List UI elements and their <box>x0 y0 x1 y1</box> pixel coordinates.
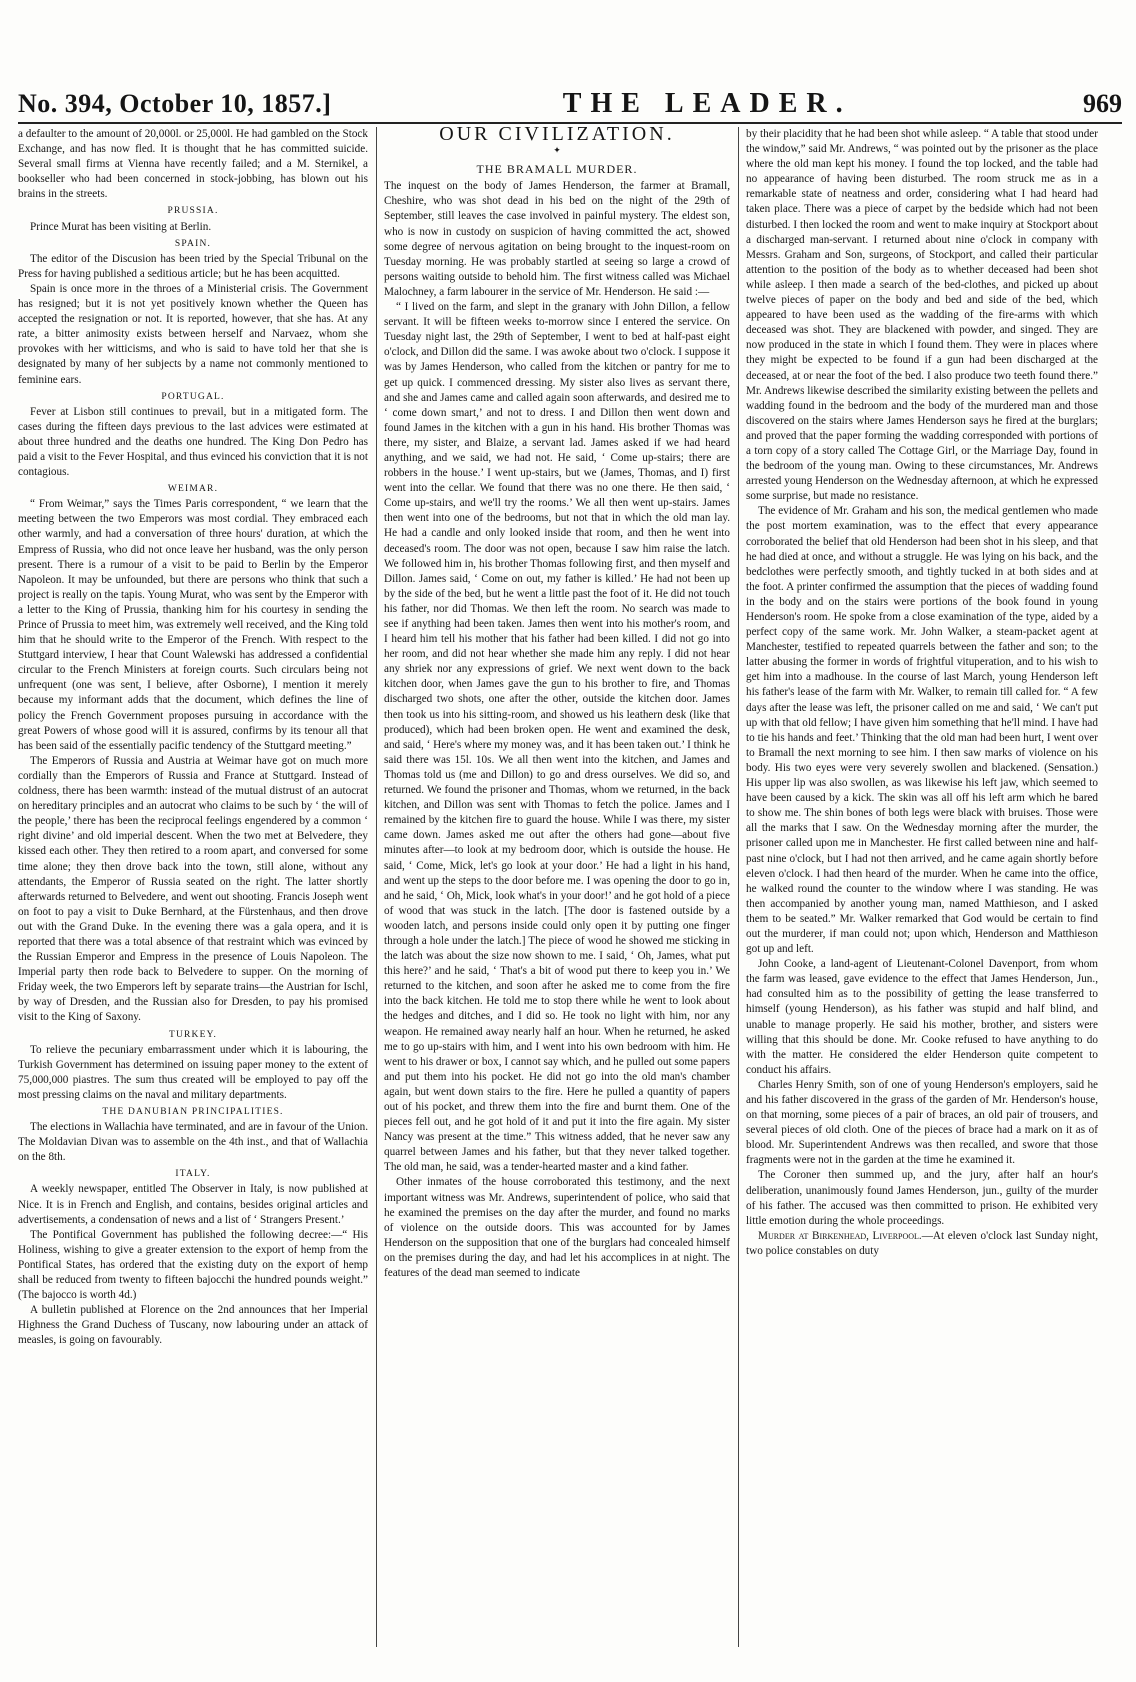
column-our-civilization <box>384 127 730 1682</box>
paragraph: Charles Henry Smith, son of one of young Henderson's employers, said he and his father discovered in the grass of the garden of Mr. Henderson's house, on that morning, some pieces of a pair of braces, an old pair of trousers, and several pieces of old cloth. One of the pieces of brace had a mark on it as of blood. Mr. Superintendent Andrews was then recalled, and swore that those fragments were not in the garden at the time he examined it. <box>746 1078 1098 1167</box>
column-continued <box>746 127 1098 1682</box>
column-divider <box>376 127 377 1647</box>
paragraph-text: —At eleven o'clock last Sunday night, two police constables on duty <box>746 1229 1098 1257</box>
paragraph: by their placidity that he had been shot while asleep. “ A table that stood under the window,” said Mr. Andrews, “ was pointed out by the prisoner as the place where the old man kept his money. I found the top locked, and the table had no appearance of having been disturbed. The room struck me as in a remarkable state of neatness and order, considering what I had heard had taken place. There was a piece of carpet by the bedside which had not been disturbed. I then locked the room and went to make inquiry at Stockport about a discharged man-servant. I returned about nine o'clock in company with Messrs. Graham and Son, surgeons, of Stockport, and called their particular attention to the position of the body as to whether deceased had been shot while asleep. I then made a search of the bed-clothes, and picked up about twelve pieces of paper on the body and bed and side of the bed, which appeared to have been used as the wadding of the fire-arms with which deceased was shot. They are blackened with powder, and singed. They are now produced in the state in which I found them. They were in places where they might be expected to be found if a gun had been discharged at the deceased, at or near the foot of the bed. I also produce two teeth found there.” Mr. Andrews likewise described the similarity existing between the pellets and wadding found in the bedroom and the body of the murdered man and those discovered on the stairs where James Henderson says he fired at the burglars; and proved that the paper forming the wadding corresponded with portions of a torn copy of a story called The Cottage Girl, or the Marriage Day, found in the bedroom of the young man. Owing to these circumstances, Mr. Andrews arrested young Henderson on the Wednesday afternoon, at which he expressed some surprise, but made no resistance. <box>746 128 1098 503</box>
section-heading: PORTUGAL. <box>161 391 225 402</box>
column-foreign-news <box>18 127 368 1682</box>
paragraph: The Emperors of Russia and Austria at Weimar have got on much more cordially than the Emperors of Russia and France at Stuttgard. Instead of coldness, there has been warmth: instead of the mutual distrust of an autocrat on hereditary principles and an autocrat who claims to be such by ‘ the will of the people,’ there has been the reciprocal feelings engendered by a common ‘ right divine’ and old imperial descent. When the two met at Belvedere, they kissed each other. They then retired to a room apart, and conversed for some time alone; they then drove back into the town, still alone, without any attendants, the Emperor of Russia seated on the right. The latter shortly afterwards returned to Belvedere, and went out shooting. Francis Joseph went on foot to pay a visit to Duke Bernhard, at the Fürstenhaus, and then drove out with the Grand Duke. In the evening there was a gala opera, and it is reported that there was a total absence of that restraint which was evinced by the Russian Emperor and Empress in the presence of Louis Napoleon. The Imperial party then rode back to Belvedere to supper. On the morning of Friday week, the two Emperors left by separate trains—the Austrian for Ischl, by way of Dresden, and the Russian also for Dresden, to pay his promised visit to the King of Saxony. <box>18 754 368 1024</box>
paragraph: The Pontifical Government has published the following decree:—“ His Holiness, wishing to give a greater extension to the export of hemp from the Pontifical States, has ordered that the existing duty on the export of hemp shall be reduced from twenty to fifteen bajocchi the hundred pounds weight.” (The bajocco is worth 4d.) <box>18 1228 368 1302</box>
paragraph: “ I lived on the farm, and slept in the granary with John Dillon, a fellow servant. It will be fifteen weeks to-morrow since I entered the service. On Tuesday night last, the 29th of September, I went to bed at half-past eight o'clock, and Dillon did the same. I was awoke about two o'clock. I suppose it was by James Henderson, who called from the kitchen or pantry for me to get up quick. I commenced dressing. My sister also lives as servant there, and she and James came and called again soon afterwards, and desired me to ‘ come down smart,’ and not to dress. I and Dillon then went down and found James in the kitchen with a gun in his hand. His brother Thomas was there, my sister, and Blaize, a servant lad. James asked if we had heard anything, and we said, we had not. He said, ‘ Come up-stairs; there are robbers in the house.’ I went up-stairs, but we (James, Thomas, and I) first went into the cellar. We found that there was no one there. He then said, ‘ Come up-stairs, and we'll try the rooms.’ We all then went up-stairs. James then went into one of the bedrooms, but not that in which the old man lay. He had a candle and only looked inside that room, and then he went into deceased's room. The door was not open, because I saw him raise the latch. We followed him in, his brother Thomas following first, and then myself and Dillon. James said, ‘ Come on out, my father is killed.’ He had not been up by the side of the bed, but he went a little past the foot of it. He did not touch his father, nor did Thomas. We then left the room. No search was made to see if anything had been taken. James then went into his mother's room, and I heard him tell his mother that his father had been killed. I did not go into her room, and did not hear whether she made him any reply. I did not hear any shriek nor any expressions of grief. We next went down to the back kitchen door, when James gave the gun to his brother to fire, and Thomas discharged two shots, one after the other, outside the kitchen door. James then took us into his sitting-room, and showed us his leathern desk (like that produced), which had been broken open. He went and examined the desk, and said, ‘ Here's where my money was, and it has been taken out.’ I think he said there was 15l. 10s. We all then went into the kitchen, and James and Thomas told us (me and Dillon) to go and dress ourselves. We did so, and returned. We found the prisoner and Thomas, whom we returned, in the back kitchen, and Dillon was sent with Thomas to fetch the police. James and I remained by the kitchen fire to guard the house. While I was there, my sister came down. James asked me out after the others had gone—about five minutes after—to look at my bedroom door, which is outside the house. He said, ‘ Come, Mick, let's go look at your door.’ He had a light in his hand, and went up the steps to the door before me. I was opening the door to go in, and he said, ‘ Oh, Mick, look what's in your door!’ and he got hold of a piece of wood that was stuck in the latch. [The door is fastened outside by a wooden latch, and persons inside could only open it by putting one finger through a hole under the latch.] The piece of wood he showed me sticking in the latch was about the size now shown to me. I said, ‘ Oh, James, what put this here?’ and he said, ‘ That's a bit of wood put there to keep you in.’ We returned to the kitchen, and soon after he asked me to come from the fire into the back kitchen. He told me to stop there while he went to look about the hedges and ditches, and I did so. He took no light with him, nor any weapon. He remained away nearly half an hour. When he returned, he asked me to go up-stairs with him, and I went into his own bedroom with him. He went to his drawer or box, I cannot say which, and he pulled out some papers and put them into his pocket. He did not go into the old man's chamber again, but went down stairs to the fire. Here he pulled a quantity of papers out of his pocket, and threw them into the fire and burnt them. One of the pieces fell out, and he got hold of it and put it into the fire again. My sister Nancy was present at the time.” This witness added, that he never saw any quarrel between James and his father, but that they never talked together. The old man, he said, was a tender-hearted master and a kind father. <box>384 301 730 1174</box>
article-heading: THE BRAMALL MURDER. <box>476 162 638 177</box>
column-divider <box>738 127 739 1647</box>
paragraph: The evidence of Mr. Graham and his son, the medical gentlemen who made the post mortem examination, was to the effect that every appearance corroborated the belief that old Henderson had been shot in his sleep, and that he had died at once, and without a struggle. He was lying on his back, and the bedclothes were perfectly smooth, and tightly tucked in at both sides and at the foot. A printer confirmed the assumption that the pieces of wadding found in the body and on the stairs were portions of the book found in young Henderson's room. He spoke from a close examination of the type, aided by a perfect copy of the same work. Mr. John Walker, a steam-packet agent at Manchester, testified to repeated quarrels between the father and son; to the latter abusing the former in words of frightful vituperation, and to his wish to get him into a madhouse. In the course of last March, young Henderson left his father's lease of the farm with Mr. Walker, to remain till called for. “ A few days after the lease was left, the prisoner called on me and said, ‘ We can't put up with that old fellow; I have given him something that he'll mind. I have had to tie his hands and feet.’ Thinking that the old man had been hurt, I went over to Bramall the next morning to see him. I then saw marks of violence on his body. His two eyes were very severely swollen and blackened. (Sensation.) His upper lip was also swollen, as was likewise his left jaw, which seemed to have been caused by a kick. The skin was all off his left arm which he bared to show me. The shin bones of both legs were black with bruises. Those were all the marks that I saw. On the Wednesday morning after the murder, the prisoner called upon me in Manchester. He first called between nine and half-past nine o'clock, but I had not then arrived, and he came again shortly before eleven o'clock. I had then heard of the murder. When he came into the office, he walked round the counter to the window where I was standing. He was then accompanied by another young man, named Matthieson, and I asked them to be seated.” Mr. Walker remarked that God would be certain to find out the murderer, if man could not; upon which, Henderson and Matthieson got up and left. <box>746 505 1098 956</box>
article-lead: Murder at Birkenhead, Liverpool. <box>758 1229 922 1242</box>
paragraph: Other inmates of the house corroborated this testimony, and the next important witness was Mr. Andrews, superintendent of police, who said that he examined the premises on the day after the murder, and found no marks of violence on the outside doors. This was accounted for by James Henderson on the supposition that one of the burglars had concealed himself on the premises during the day, and had let his accomplices in at night. The features of the dead man seemed to indicate <box>384 1176 730 1280</box>
section-title: OUR CIVILIZATION. <box>439 127 675 145</box>
paragraph: The Coroner then summed up, and the jury, after half an hour's deliberation, unanimously found James Henderson, jun., guilty of the murder of his father. The accused was then committed to prison. He exhibited very little emotion during the whole proceedings. <box>746 1169 1098 1227</box>
paragraph: a defaulter to the amount of 20,000l. or 25,000l. He had gambled on the Stock Exchange, and has now fled. It is thought that he has committed suicide. Several small firms at Vienna have recently failed; and a M. Sternikel, a bookseller who had been concerned in stock-jobbing, has blown out his brains in the streets. <box>18 128 368 201</box>
paragraph: “ From Weimar,” says the Times Paris correspondent, “ we learn that the meeting between the two Emperors was most cordial. They embraced each other warmly, and had a conversation of three hours' duration, at which the Empress of Russia, who did not once leave her husband, was the only person present. There is a rumour of a visit to be paid to Berlin by the Emperor Napoleon. It may be unfounded, but there are persons who think that such a project is really on the tapis. Young Murat, who was sent by the Emperor with a letter to the King of Prussia, thanking him for his courtesy in sending the Prince of Prussia to meet him, was extremely well received, and the King told him that he should write to the Emperor of the French. With respect to the Stuttgard interview, I hear that Count Walewski has addressed a confidential circular to the French Ministers at foreign courts. Such circulars being not unfrequent (one was sent, I believe, after Osborne), I mention it merely because my informant adds that the document, which defines the line of policy the French Government proposes pursuing in accordance with the great Powers of whose good will it is assured, confirms by its tenour all that has been said of the essentially pacific tendency of the Stuttgard meeting.” <box>18 498 368 752</box>
section-heading: TURKEY. <box>168 1029 218 1040</box>
paragraph: Spain is once more in the throes of a Ministerial crisis. The Government has resigned; but it is not yet positively known whether the Queen has accepted the resignation or not. It is reported, however, that she has. At any rate, a bitter animosity exists between herself and Narvaez, whom she provokes with her witticisms, and who is said to have told her that she is designated by many of her subjects by a name not commonly mentioned to feminine ears. <box>18 282 368 386</box>
page-number: 969 <box>1082 89 1122 118</box>
paragraph: The elections in Wallachia have terminated, and are in favour of the Union. The Moldavian Divan was to assemble on the 4th inst., and that of Wallachia on the 8th. <box>18 1121 368 1164</box>
paragraph: The editor of the Discusion has been tried by the Special Tribunal on the Press for having published a seditious article; but he has been acquitted. <box>18 252 368 280</box>
issue-date: No. 394, October 10, 1857.] <box>18 89 332 118</box>
paragraph: The inquest on the body of James Henderson, the farmer at Bramall, Cheshire, who was shot dead in his bed on the night of the 29th of September, still leaves the case involved in painful mystery. The eldest son, who is now in custody on suspicion of having committed the act, showed some degree of nervous agitation on being brought to the inquest-room on Tuesday morning. He was probably startled at seeing so large a crowd of persons waiting outside to behold him. The first witness called was Michael Malochney, a farm labourer in the service of Mr. Henderson. He said :— <box>384 180 730 298</box>
section-heading: WEIMAR. <box>167 484 219 495</box>
paragraph: Fever at Lisbon still continues to prevail, but in a mitigated form. The cases during the fifteen days previous to the last advices were estimated at about three hundred and the deaths one hundred. The King Don Pedro has paid a visit to the Fever Hospital, and thus evinced his conviction that it is not contagious. <box>18 405 368 479</box>
paragraph: A bulletin published at Florence on the 2nd announces that her Imperial Highness the Grand Duchess of Tuscany, now labouring under an attack of measles, is going on favourably. <box>18 1304 368 1347</box>
paragraph: To relieve the pecuniary embarrassment under which it is labouring, the Turkish Government has determined on issuing paper money to the extent of 75,000,000 piastres. The sum thus created will be employed to pay off the most pressing claims on the naval and military departments. <box>18 1043 368 1101</box>
section-heading: SPAIN. <box>174 238 212 249</box>
section-heading: ITALY. <box>175 1169 211 1180</box>
paragraph: Prince Murat has been visiting at Berlin. <box>30 220 212 233</box>
paragraph: John Cooke, a land-agent of Lieutenant-Colonel Davenport, from whom the farm was leased, gave evidence to the effect that James Henderson, Jun., had consulted him as to the possibility of getting the lease transferred to himself (young Henderson), as his father was stupid and half blind, and unable to manage properly. He said his mother, brother, and sisters were willing that this should be done. Mr. Cooke refused to have anything to do with the matter. He considered the elder Henderson quite competent to conduct his affairs. <box>746 958 1098 1076</box>
masthead <box>18 88 1122 124</box>
section-heading: PRUSSIA. <box>167 206 219 217</box>
section-heading: THE DANUBIAN PRINCIPALITIES. <box>102 1107 284 1117</box>
paragraph: A weekly newspaper, entitled The Observer in Italy, is now published at Nice. It is in French and English, and contains, besides original articles and advertisements, a condensation of news and a list of ‘ Strangers Present.’ <box>18 1183 368 1226</box>
paragraph <box>746 1229 1098 1259</box>
ornament: ✦ <box>553 145 561 156</box>
newspaper-title: THE LEADER. <box>562 88 852 119</box>
